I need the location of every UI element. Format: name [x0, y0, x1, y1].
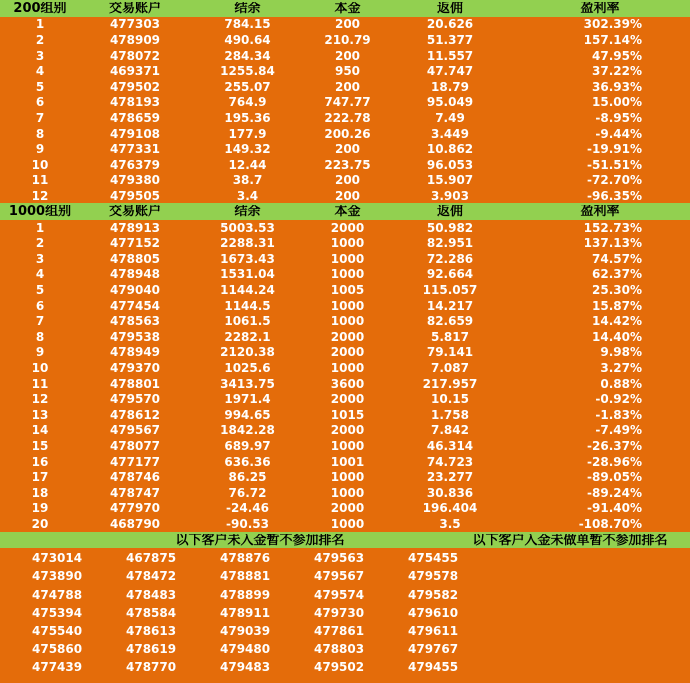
table-row: [0, 17, 690, 33]
account-cell: 477177: [109, 455, 161, 468]
principal-cell: 3600: [330, 377, 365, 390]
excluded-account-cell: 478619: [126, 643, 177, 656]
excluded-account-cell: 479582: [408, 588, 459, 601]
balance-cell: 5003.53: [220, 221, 275, 234]
excluded-account-cell: 475455: [408, 552, 459, 565]
rank-cell: 7: [35, 111, 45, 124]
rebate-cell: 20.626: [426, 18, 474, 31]
balance-cell: 490.64: [224, 33, 271, 46]
excluded-account-cell: 467875: [126, 552, 177, 565]
balance-cell: 1842.28: [220, 424, 275, 437]
excluded-account-cell: 478483: [126, 588, 177, 601]
excluded-account-cell: 479611: [408, 625, 459, 638]
rebate-cell: 15.907: [426, 174, 474, 187]
account-cell: 479040: [109, 284, 161, 297]
rebate-cell: 47.747: [426, 65, 474, 78]
table-row: [0, 236, 690, 252]
table-row: [0, 188, 690, 204]
rebate-cell: 3.449: [431, 127, 469, 140]
profit-rate-cell: -9.44%: [595, 127, 642, 140]
table-row: [0, 79, 690, 95]
rank-cell: 9: [35, 143, 45, 156]
profit-rate-cell: -51.51%: [587, 158, 642, 171]
profit-rate-cell: 152.73%: [583, 221, 642, 234]
rank-cell: 11: [31, 174, 49, 187]
account-cell: 477152: [109, 237, 161, 250]
table-row: [0, 141, 690, 157]
rebate-cell: 10.862: [426, 143, 474, 156]
excluded-account-cell: 479480: [220, 643, 271, 656]
rebate-cell: 18.79: [431, 80, 469, 93]
excluded-account-cell: 479767: [408, 643, 459, 656]
account-cell: 478948: [109, 268, 161, 281]
rank-cell: 16: [31, 455, 49, 468]
principal-cell: 2000: [330, 221, 365, 234]
account-cell: 478909: [109, 33, 161, 46]
balance-cell: -90.53: [226, 518, 269, 531]
balance-header: 结余: [234, 205, 261, 219]
excluded-account-cell: 479574: [314, 588, 365, 601]
rank-cell: 13: [31, 408, 49, 421]
table-row: [0, 63, 690, 79]
profit-rate-cell: -89.05%: [587, 471, 642, 484]
rebate-cell: 74.723: [426, 455, 474, 468]
account-cell: 479502: [109, 80, 161, 93]
rebate-cell: 95.049: [426, 96, 474, 109]
balance-cell: 149.32: [224, 143, 271, 156]
rank-cell: 10: [31, 158, 49, 171]
principal-cell: 1000: [330, 252, 365, 265]
principal-cell: 200: [334, 18, 361, 31]
principal-cell: 1000: [330, 471, 365, 484]
account-cell: 476379: [109, 158, 161, 171]
table-row: [0, 485, 690, 501]
excluded-row: [0, 642, 690, 658]
balance-cell: 12.44: [228, 158, 267, 171]
rank-cell: 5: [35, 284, 45, 297]
table-row: [0, 516, 690, 532]
table-row: [0, 157, 690, 173]
principal-cell: 1000: [330, 440, 365, 453]
excluded-row: [0, 551, 690, 567]
excluded-account-cell: 475860: [32, 643, 83, 656]
account-cell: 479570: [109, 393, 161, 406]
rebate-header: 返佣: [436, 205, 463, 219]
rebate-cell: 217.957: [422, 377, 478, 390]
balance-cell: 177.9: [228, 127, 267, 140]
rebate-cell: 115.057: [422, 284, 478, 297]
rebate-cell: 3.903: [431, 189, 469, 202]
rank-cell: 7: [35, 315, 45, 328]
account-header: 交易账户: [108, 205, 161, 219]
profit-rate-cell: 25.30%: [592, 284, 642, 297]
profit-rate-cell: -26.37%: [587, 440, 642, 453]
profit-rate-cell: -108.70%: [578, 518, 642, 531]
table-row: [0, 298, 690, 314]
balance-cell: 76.72: [228, 486, 267, 499]
balance-cell: 1144.24: [220, 284, 275, 297]
table-row: [0, 48, 690, 64]
excluded-account-cell: 478613: [126, 625, 177, 638]
profit-rate-cell: 9.98%: [600, 346, 642, 359]
profit-rate-cell: 47.95%: [592, 49, 642, 62]
profit-rate-cell: -89.24%: [587, 486, 642, 499]
rank-cell: 19: [31, 502, 49, 515]
table-row: [0, 407, 690, 423]
rank-cell: 4: [35, 65, 45, 78]
group-header: 1000组别: [8, 205, 72, 219]
excluded-account-cell: 479578: [408, 570, 459, 583]
balance-cell: 284.34: [224, 49, 271, 62]
excluded-account-cell: 473014: [32, 552, 83, 565]
group-header: 200组别: [13, 1, 67, 15]
profit-rate-cell: 302.39%: [583, 18, 642, 31]
rebate-cell: 14.217: [426, 299, 474, 312]
principal-cell: 1000: [330, 518, 365, 531]
rank-cell: 3: [35, 49, 45, 62]
account-cell: 477454: [109, 299, 161, 312]
rank-cell: 4: [35, 268, 45, 281]
excluded-account-cell: 479730: [314, 606, 365, 619]
profit-rate-cell: 14.42%: [592, 315, 642, 328]
table-row: [0, 501, 690, 517]
account-cell: 477331: [109, 143, 161, 156]
rank-cell: 15: [31, 440, 49, 453]
profit-rate-cell: 14.40%: [592, 330, 642, 343]
balance-cell: 1144.5: [224, 299, 271, 312]
profit-rate-cell: -0.92%: [595, 393, 642, 406]
principal-cell: 2000: [330, 346, 365, 359]
table-row: [0, 345, 690, 361]
table-row: [0, 376, 690, 392]
excluded-account-cell: 479039: [220, 625, 271, 638]
balance-cell: 86.25: [228, 471, 267, 484]
balance-cell: -24.46: [226, 502, 269, 515]
principal-cell: 222.78: [324, 111, 371, 124]
table-row: [0, 126, 690, 142]
profit-rate-cell: 157.14%: [583, 33, 642, 46]
principal-cell: 1005: [330, 284, 365, 297]
excluded-account-cell: 477861: [314, 625, 365, 638]
profit-rate-cell: -28.96%: [587, 455, 642, 468]
table-row: [0, 32, 690, 48]
excluded-row: [0, 623, 690, 639]
profit-rate-cell: 3.27%: [600, 362, 642, 375]
excluded-row: [0, 569, 690, 585]
account-cell: 469371: [109, 65, 161, 78]
excluded-account-cell: 478881: [220, 570, 271, 583]
excluded-account-cell: 478803: [314, 643, 365, 656]
no-trade-title: 以下客户入金未做单暂不参加排名: [472, 533, 668, 547]
profit-rate-cell: -1.83%: [595, 408, 642, 421]
excluded-account-cell: 478911: [220, 606, 271, 619]
principal-cell: 1001: [330, 455, 365, 468]
account-cell: 468790: [109, 518, 161, 531]
excluded-account-cell: 479610: [408, 606, 459, 619]
account-cell: 478659: [109, 111, 161, 124]
table-row: [0, 267, 690, 283]
excluded-account-cell: 474788: [32, 588, 83, 601]
profit-rate-cell: 15.87%: [592, 299, 642, 312]
rank-cell: 20: [31, 518, 49, 531]
section-header-row: [0, 203, 690, 220]
table-row: [0, 95, 690, 111]
rank-cell: 9: [35, 346, 45, 359]
account-cell: 479380: [109, 174, 161, 187]
profit-rate-cell: 15.00%: [592, 96, 642, 109]
balance-cell: 784.15: [224, 18, 271, 31]
account-cell: 478747: [109, 486, 161, 499]
excluded-account-cell: 479455: [408, 661, 459, 674]
account-cell: 478077: [109, 440, 161, 453]
rank-cell: 18: [31, 486, 49, 499]
rank-cell: 8: [35, 127, 45, 140]
profit-rate-cell: 62.37%: [592, 268, 642, 281]
table-row: [0, 470, 690, 486]
rebate-cell: 82.659: [426, 315, 474, 328]
balance-cell: 1673.43: [220, 252, 275, 265]
table-row: [0, 220, 690, 236]
account-cell: 479108: [109, 127, 161, 140]
excluded-account-cell: 478770: [126, 661, 177, 674]
balance-cell: 1531.04: [220, 268, 275, 281]
principal-cell: 1000: [330, 237, 365, 250]
section-header-row: [0, 0, 690, 17]
account-cell: 478949: [109, 346, 161, 359]
excluded-row: [0, 587, 690, 603]
balance-cell: 764.9: [228, 96, 267, 109]
rebate-cell: 23.277: [426, 471, 474, 484]
principal-cell: 2000: [330, 424, 365, 437]
rebate-cell: 5.817: [431, 330, 469, 343]
profit-rate-cell: 37.22%: [592, 65, 642, 78]
balance-cell: 994.65: [224, 408, 271, 421]
balance-cell: 2288.31: [220, 237, 275, 250]
principal-cell: 1000: [330, 486, 365, 499]
account-cell: 479538: [109, 330, 161, 343]
rebate-cell: 46.314: [426, 440, 474, 453]
principal-cell: 1015: [330, 408, 365, 421]
account-cell: 478193: [109, 96, 161, 109]
balance-cell: 3413.75: [220, 377, 275, 390]
balance-header: 结余: [234, 1, 261, 15]
account-cell: 478612: [109, 408, 161, 421]
principal-cell: 200: [334, 189, 361, 202]
rebate-cell: 11.557: [426, 49, 474, 62]
excluded-account-cell: 478876: [220, 552, 271, 565]
rank-cell: 3: [35, 252, 45, 265]
table-row: [0, 360, 690, 376]
balance-cell: 3.4: [236, 189, 259, 202]
balance-cell: 1025.6: [224, 362, 271, 375]
principal-cell: 1000: [330, 362, 365, 375]
excluded-account-cell: 477439: [32, 661, 83, 674]
table-row: [0, 423, 690, 439]
table-row: [0, 329, 690, 345]
account-cell: 477303: [109, 18, 161, 31]
rank-cell: 8: [35, 330, 45, 343]
balance-cell: 2282.1: [224, 330, 271, 343]
rebate-cell: 7.087: [431, 362, 469, 375]
principal-header: 本金: [334, 1, 361, 15]
profit-rate-cell: -96.35%: [587, 189, 642, 202]
rank-cell: 5: [35, 80, 45, 93]
table-row: [0, 282, 690, 298]
rebate-cell: 72.286: [426, 252, 474, 265]
principal-cell: 200: [334, 174, 361, 187]
profit-rate-header: 盈利率: [580, 205, 620, 219]
excluded-account-cell: 478472: [126, 570, 177, 583]
rank-cell: 2: [35, 237, 45, 250]
principal-cell: 1000: [330, 299, 365, 312]
rebate-cell: 30.836: [426, 486, 474, 499]
excluded-row: [0, 660, 690, 676]
principal-cell: 1000: [330, 315, 365, 328]
balance-cell: 255.07: [224, 80, 271, 93]
balance-cell: 1255.84: [220, 65, 275, 78]
rank-cell: 10: [31, 362, 49, 375]
principal-cell: 200: [334, 143, 361, 156]
rank-cell: 12: [31, 189, 49, 202]
profit-rate-header: 盈利率: [580, 1, 620, 15]
account-cell: 478563: [109, 315, 161, 328]
excluded-account-cell: 478584: [126, 606, 177, 619]
balance-cell: 195.36: [224, 111, 271, 124]
excluded-account-cell: 475540: [32, 625, 83, 638]
profit-rate-cell: 137.13%: [583, 237, 642, 250]
profit-rate-cell: -72.70%: [587, 174, 642, 187]
profit-rate-cell: -8.95%: [595, 111, 642, 124]
rebate-cell: 1.758: [431, 408, 469, 421]
balance-cell: 636.36: [224, 455, 271, 468]
principal-cell: 747.77: [324, 96, 371, 109]
excluded-account-cell: 479483: [220, 661, 271, 674]
account-cell: 479505: [109, 189, 161, 202]
excluded-account-cell: 479502: [314, 661, 365, 674]
excluded-account-cell: 473890: [32, 570, 83, 583]
rebate-header: 返佣: [436, 1, 463, 15]
account-cell: 478913: [109, 221, 161, 234]
table-row: [0, 173, 690, 189]
rank-cell: 1: [35, 221, 45, 234]
rebate-cell: 92.664: [426, 268, 474, 281]
profit-rate-cell: -19.91%: [587, 143, 642, 156]
unfunded-title: 以下客户未入金暂不参加排名: [175, 533, 345, 547]
rebate-cell: 10.15: [431, 393, 469, 406]
principal-cell: 200: [334, 49, 361, 62]
principal-cell: 200.26: [324, 127, 371, 140]
rank-cell: 6: [35, 96, 45, 109]
rebate-cell: 3.5: [439, 518, 461, 531]
rank-cell: 11: [31, 377, 49, 390]
account-header: 交易账户: [108, 1, 161, 15]
rebate-cell: 196.404: [422, 502, 478, 515]
principal-cell: 200: [334, 80, 361, 93]
rank-cell: 1: [35, 18, 45, 31]
profit-rate-cell: 74.57%: [592, 252, 642, 265]
profit-rate-cell: -7.49%: [595, 424, 642, 437]
principal-cell: 950: [334, 65, 361, 78]
balance-cell: 38.7: [232, 174, 263, 187]
balance-cell: 689.97: [224, 440, 271, 453]
rank-cell: 6: [35, 299, 45, 312]
table-row: [0, 438, 690, 454]
balance-cell: 1061.5: [224, 315, 271, 328]
table-row: [0, 110, 690, 126]
rebate-cell: 82.951: [426, 237, 474, 250]
account-cell: 478805: [109, 252, 161, 265]
profit-rate-cell: 36.93%: [592, 80, 642, 93]
principal-cell: 2000: [330, 502, 365, 515]
rank-cell: 2: [35, 33, 45, 46]
rank-cell: 17: [31, 471, 49, 484]
table-row: [0, 251, 690, 267]
rebate-cell: 7.49: [435, 111, 465, 124]
principal-header: 本金: [334, 205, 361, 219]
profit-rate-cell: 0.88%: [600, 377, 642, 390]
rank-cell: 14: [31, 424, 49, 437]
account-cell: 478801: [109, 377, 161, 390]
account-cell: 478746: [109, 471, 161, 484]
principal-cell: 1000: [330, 268, 365, 281]
account-cell: 478072: [109, 49, 161, 62]
balance-cell: 1971.4: [224, 393, 271, 406]
excluded-account-cell: 479563: [314, 552, 365, 565]
excluded-account-cell: 475394: [32, 606, 83, 619]
excluded-account-cell: 478899: [220, 588, 271, 601]
account-cell: 477970: [109, 502, 161, 515]
account-cell: 479370: [109, 362, 161, 375]
rebate-cell: 96.053: [426, 158, 474, 171]
rebate-cell: 79.141: [426, 346, 474, 359]
excluded-header-row: [0, 532, 690, 549]
table-row: [0, 392, 690, 408]
profit-rate-cell: -91.40%: [587, 502, 642, 515]
principal-cell: 223.75: [324, 158, 371, 171]
account-cell: 479567: [109, 424, 161, 437]
rebate-cell: 50.982: [426, 221, 474, 234]
principal-cell: 2000: [330, 330, 365, 343]
rank-cell: 12: [31, 393, 49, 406]
rebate-cell: 51.377: [426, 33, 474, 46]
excluded-row: [0, 605, 690, 621]
rebate-cell: 7.842: [431, 424, 469, 437]
excluded-account-cell: 479567: [314, 570, 365, 583]
principal-cell: 210.79: [324, 33, 371, 46]
principal-cell: 2000: [330, 393, 365, 406]
table-row: [0, 314, 690, 330]
balance-cell: 2120.38: [220, 346, 275, 359]
table-row: [0, 454, 690, 470]
